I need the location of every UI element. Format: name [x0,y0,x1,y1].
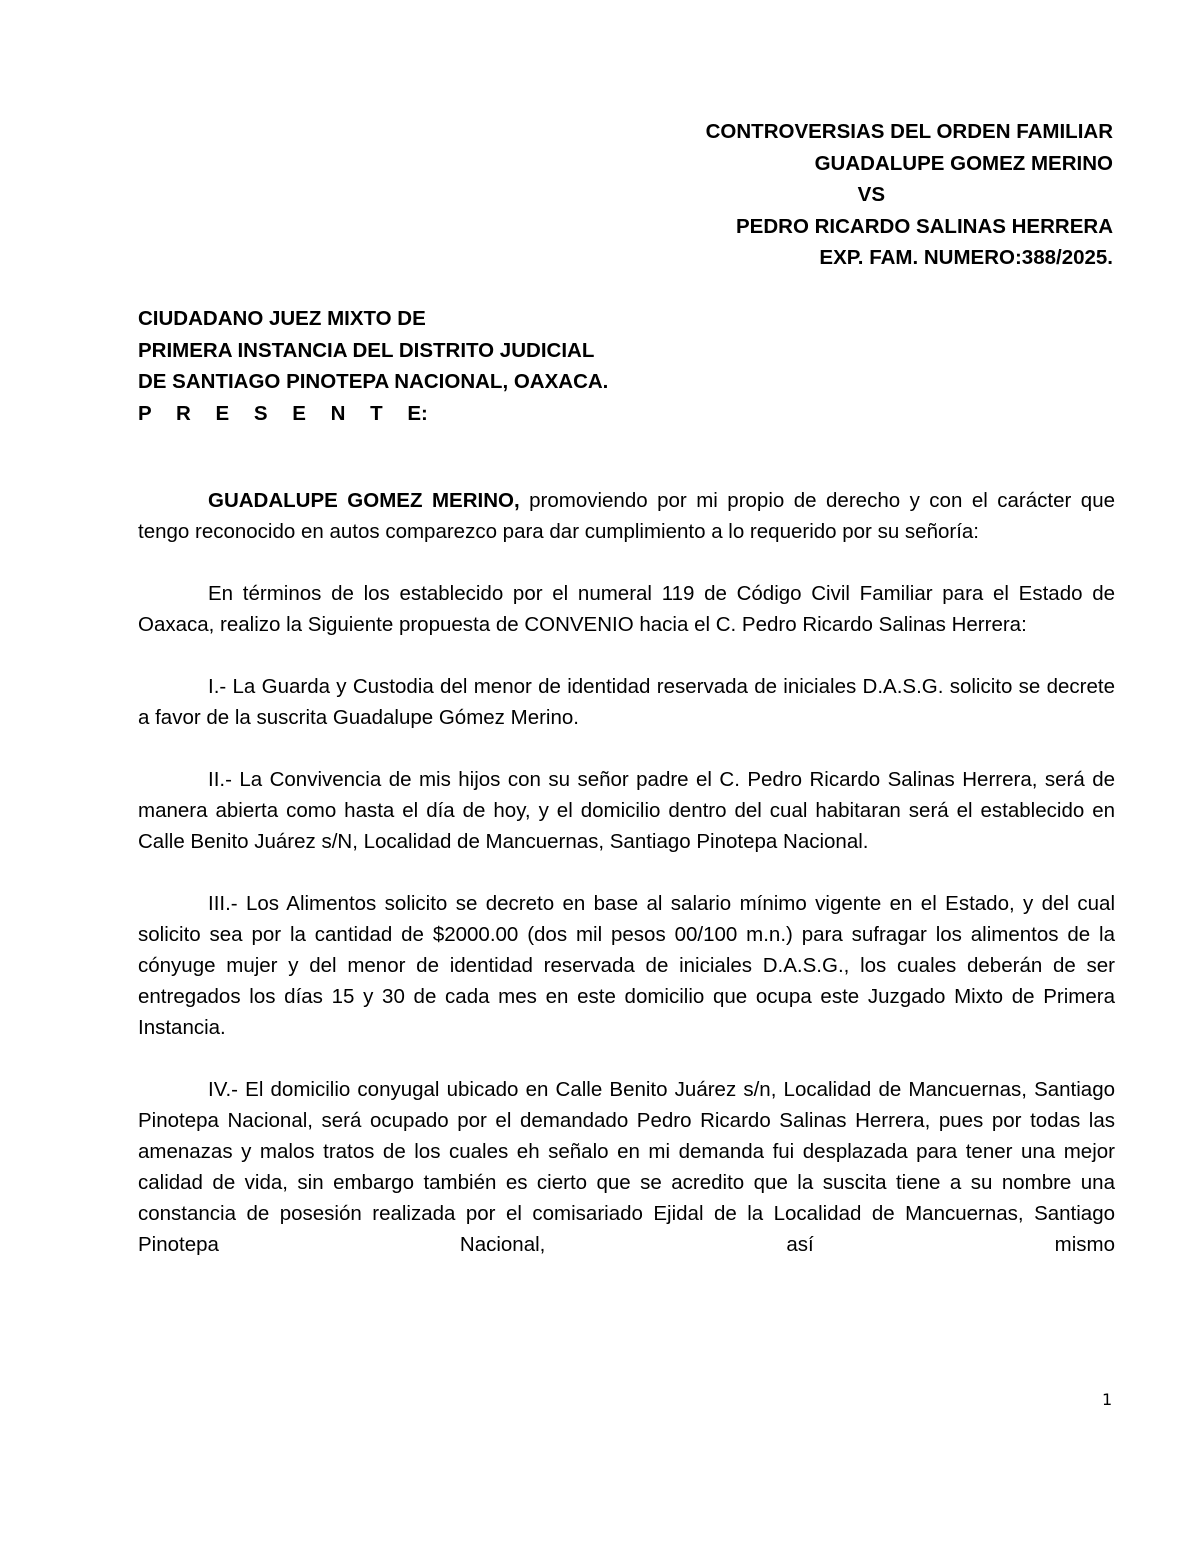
addressee-line-1: CIUDADANO JUEZ MIXTO DE [138,307,426,330]
intro-paragraph [138,485,1115,547]
clause-2-visitation: II.- La Convivencia de mis hijos con su señor padre el C. Pedro Ricardo Salinas Herrera, será de manera abierta como hasta el día de hoy, y el domicilio dentro del cual habitaran será el establecido en Calle Benito Juárez s/N, Localidad de Mancuernas, Santiago Pinotepa Nacional. [138,768,1115,853]
promoter-name: GUADALUPE GOMEZ MERINO, [208,489,520,512]
page-number: 1 [1102,1390,1113,1409]
proposal-paragraph: En términos de los establecido por el numeral 119 de Código Civil Familiar para el Estado de Oaxaca, realizo la Siguiente propuesta de CONVENIO hacia el C. Pedro Ricardo Salinas Herrera: [138,582,1115,636]
case-number: EXP. FAM. NUMERO:388/2025. [819,246,1113,269]
case-type: CONTROVERSIAS DEL ORDEN FAMILIAR [705,120,1113,143]
plaintiff-name: GUADALUPE GOMEZ MERINO [814,151,1113,175]
addressee-line-2: PRIMERA INSTANCIA DEL DISTRITO JUDICIAL [138,338,595,362]
case-header [593,116,1113,274]
addressee-block [138,303,838,429]
addressee-line-3: DE SANTIAGO PINOTEPA NACIONAL, OAXACA. [138,370,609,393]
clause-1-custody: I.- La Guarda y Custodia del menor de identidad reservada de iniciales D.A.S.G. solicito se decrete a favor de la suscrita Guadalupe Gómez Merino. [138,675,1115,729]
intro-text: promoviendo por mi propio de derecho y con el carácter que tengo reconocido en autos comparezco para dar cumplimiento a lo requerido por su señoría: [138,489,1115,543]
clause-3-alimony: III.- Los Alimentos solicito se decreto en base al salario mínimo vigente en el Estado, y del cual solicito sea por la cantidad de $2000.00 (dos mil pesos 00/100 m.n.) para sufragar los alimentos de la cónyuge mujer y del menor de identidad reservada de iniciales D.A.S.G., los cuales deberán de ser entregados los días 15 y 30 de cada mes en este domicilio que ocupa este Juzgado Mixto de Primera Instancia. [138,892,1115,1039]
presente-label: P R E S E N T E: [138,401,428,425]
versus-label: VS [857,183,885,206]
clause-4-domicile: IV.- El domicilio conyugal ubicado en Calle Benito Juárez s/n, Localidad de Mancuernas, Santiago Pinotepa Nacional, será ocupado por el demandado Pedro Ricardo Salinas Herrera, pues por todas las amenazas y malos tratos de los cuales eh señalo en mi demanda fui desplazada para tener una mejor calidad de vida, sin embargo también es cierto que se acredito que la suscita tiene a su nombre una constancia de posesión realizada por el comisariado Ejidal de la Localidad de Mancuernas, Santiago Pinotepa Nacional, así mismo [138,1078,1115,1256]
defendant-name: PEDRO RICARDO SALINAS HERRERA [736,214,1113,238]
document-body [138,485,1115,1260]
